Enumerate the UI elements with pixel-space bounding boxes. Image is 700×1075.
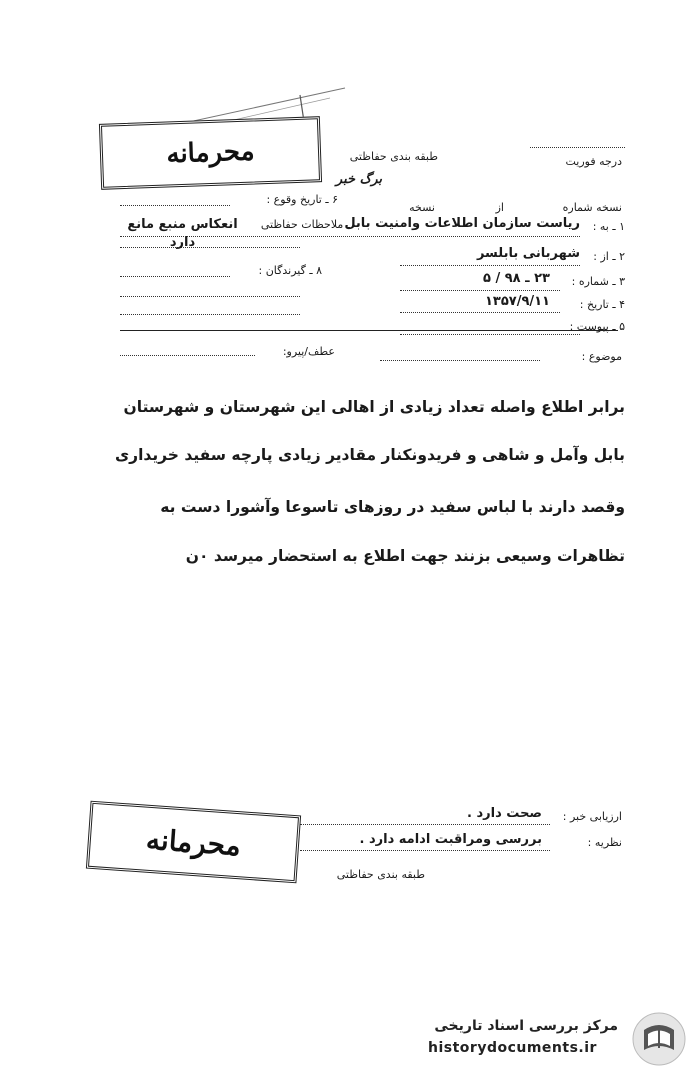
watermark-title: مرکز بررسی اسناد تاریخی (434, 1018, 618, 1034)
subject-dots (380, 360, 540, 361)
from-dots (400, 265, 580, 266)
number-label: ۳ ـ شماره : (571, 275, 625, 288)
body-line-4: تظاهرات وسیعی بزنند جهت اطلاع به استحضار میرسد ۰ن (185, 547, 625, 565)
copy-number-label: نسخه شماره (562, 201, 622, 214)
footer-classification-label: طبقه بندی حفاظتی (336, 868, 425, 881)
notes-label: ـ ملاحظات حفاظتی (260, 218, 350, 231)
number-dots (400, 290, 560, 291)
urgency-dots (530, 147, 625, 148)
stamp-text: محرمانه (145, 822, 242, 862)
header-separator (120, 330, 618, 331)
opinion-value: بررسی ومراقبت ادامه دارد . (359, 832, 542, 847)
opinion-label: نظریه : (587, 836, 622, 849)
copy-of-label: از (495, 201, 504, 214)
evaluation-value: صحت دارد . (467, 806, 542, 821)
opinion-dots (300, 850, 550, 851)
from-value: شهربانی بابلسر (476, 246, 580, 261)
urgency-label: درجه فوریت (565, 155, 622, 168)
watermark-url: historydocuments.ir (428, 1040, 597, 1056)
number-value: ۲۳ ـ ۹۸ / ۵ (483, 271, 550, 286)
date-label: ۴ ـ تاریخ : (579, 298, 625, 311)
occurrence-date-label: ۶ ـ تاریخ وقوع : (266, 193, 338, 206)
to-value: ریاست سازمان اطلاعات وامنیت بابل (344, 216, 580, 231)
copy-label: نسخه (409, 201, 435, 214)
confidential-stamp-top (99, 116, 322, 190)
body-line-2: بابل وآمل و شاهی و فریدونکنار مقادیر زیادی پارچه سفید خریداری (114, 446, 625, 464)
archive-logo-icon (630, 1010, 688, 1068)
attachment-dots (400, 334, 580, 335)
to-dots (120, 236, 580, 237)
date-value: ۱۳۵۷/۹/۱۱ (484, 294, 550, 309)
body-line-1: برابر اطلاع واصله تعداد زیادی از اهالی این شهرستان و شهرستان (123, 398, 625, 416)
reference-label: عطف/پیرو: (282, 345, 335, 358)
form-title: برگ خبر (335, 172, 382, 187)
recipients-dots (120, 276, 230, 277)
subject-label: موضوع : (581, 350, 622, 363)
date-dots (400, 312, 560, 313)
occurrence-date-dots (120, 205, 230, 206)
to-label: ۱ ـ به : (592, 220, 625, 233)
stamp-text: محرمانه (165, 136, 256, 170)
left-dots-2 (120, 296, 300, 297)
recipients-label: ۸ ـ گیرندگان : (258, 264, 322, 277)
classification-label: طبقه بندی حفاظتی (349, 150, 438, 163)
notes-value: انعکاس منبع مانع دارد (127, 217, 238, 250)
reference-dots (120, 355, 255, 356)
attachment-label: ۵ ـ پیوست : (569, 320, 625, 333)
evaluation-dots (300, 824, 550, 825)
left-dots-3 (120, 314, 300, 315)
evaluation-label: ارزیابی خبر : (562, 810, 622, 823)
body-line-3: وقصد دارند با لباس سفید در روزهای تاسوعا وآشورا دست به (160, 498, 625, 516)
from-label: ۲ ـ از : (593, 250, 625, 263)
